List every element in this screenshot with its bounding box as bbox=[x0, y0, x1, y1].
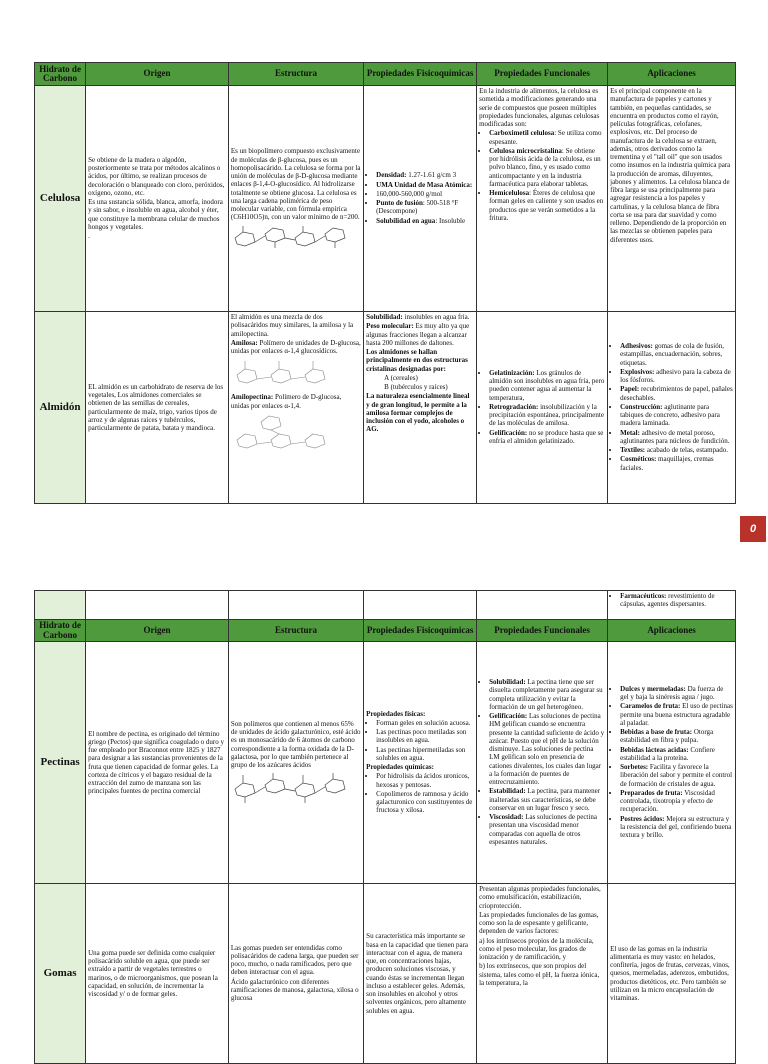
celulosa-origen-p1: Se obtiene de la madera o algodón, posteriormente se trata por métodos alcalinos o ácidos, por último, se realizan procesos de decoloración o blanqueado con cloro, peróxidos, oxígeno, ozono, etc. bbox=[88, 155, 225, 197]
almidon-fisico bbox=[364, 312, 477, 504]
amylopectin-molecule-diagram bbox=[231, 412, 361, 452]
row-name-celulosa: Celulosa bbox=[35, 86, 86, 312]
row-name-gomas: Gomas bbox=[35, 884, 86, 1064]
almidon-amilosa: Amilosa: Polímero de unidades de D-glucosa, unidas por enlaces α-1,4 glucosídicos. bbox=[230, 338, 361, 355]
pectinas-origen: El nombre de pectina, es originado del término griego (Pectos) que significa coagulado o duro y fue empleado por Braconnot entre 1825 y 1827 para designar a las sustancias provenientes de la fruta que tienen capacidad de formar geles. La corteza de cítricos y el bagazo residual de la extracción del zumo de manzana son las principales fuentes de pectina comercial bbox=[86, 642, 229, 884]
celulosa-origen-p2: Es una sustancia sólida, blanca, amorfa, inodora y sin sabor, e insoluble en agua, alcohol y éter, que constituye la membrana celular de muchos hongos y vegetales. bbox=[88, 198, 223, 231]
celulosa-uma: • UMA Unidad de Masa Atómica: bbox=[376, 181, 474, 189]
header-funcionales: Propiedades Funcionales bbox=[477, 63, 608, 86]
gomas-funcionales bbox=[477, 884, 608, 1064]
almidon-app-1: • Adhesivos: gomas de cola de fusión, estampillas, encuadernación, sobres, etiquetas. bbox=[620, 342, 733, 367]
row-name-almidon: Almidón bbox=[35, 312, 86, 504]
celulosa-func-2: • Celulosa microcristalina: Se obtiene por hidrólisis ácida de la celulosa, es un polvo blanco, fino, y es usado como anticompactante y en la industria farmacéutica para elaborar tabletas. bbox=[489, 147, 605, 188]
almidon-solubilidad: Solubilidad: insolubles en agua fría. bbox=[366, 313, 470, 321]
pectinas-qui-title: Propiedades químicas: bbox=[366, 763, 434, 771]
almidon-app-7: • Cosméticos: maquillajes, cremas faciales. bbox=[620, 455, 733, 472]
pectinas-app-3: • Bebidas a base de fruta: Otorga estabilidad en fibra y pulpa. bbox=[620, 728, 733, 745]
almidon-naturaleza: La naturaleza esencialmente lineal y de gran longitud, le permite a la amilosa formar complejos de inclusión con el yodo, alcoholes o AG. bbox=[366, 392, 470, 434]
celulosa-masa: • 160,000-560,000 g/mol bbox=[376, 190, 474, 198]
pectinas-app-6: • Preparados de fruta: Viscosidad controlada, tixotropía y efecto de recuperación. bbox=[620, 789, 733, 814]
almidon-app-3: • Papel: recubrimientos de papel, pañales desechables. bbox=[620, 385, 733, 402]
almidon-funcionales bbox=[477, 312, 608, 504]
celulosa-origen bbox=[86, 86, 229, 312]
gomas-func-p4: b) los extrínsecos, que son propios del sistema, tales como el pH, la fuerza iónica, la temperatura, la bbox=[479, 962, 600, 987]
celulosa-fisico bbox=[364, 86, 477, 312]
row-celulosa bbox=[35, 86, 736, 312]
pectinas-app-2: • Caramelos de fruta: El uso de pectinas permite una buena estructura agradable al paladar. bbox=[620, 702, 733, 727]
almidon-app-6: • Textiles: acabado de telas, estampado. bbox=[620, 446, 733, 454]
celulosa-estructura bbox=[228, 86, 363, 312]
celulosa-funcionales-intro: En la industria de alimentos, la celulosa es sometida a modificaciones generando una serie de compuestos que poseen múltiples propiedades funcionales, algunas celulosas modificadas son: bbox=[479, 87, 600, 128]
pectin-molecule-diagram bbox=[231, 771, 361, 805]
almidon-peso: Peso molecular: Es muy alto ya que algunas fracciones llegan a alcanzar hasta 200 millones de daltones. bbox=[366, 322, 470, 347]
header-funcionales-2: Propiedades Funcionales bbox=[477, 620, 608, 642]
pectinas-func-1: • Solubilidad: La pectina tiene que ser disuelta completamente para asegurar su completa utilización y evitar la formación de un gel heterogéneo. bbox=[489, 678, 605, 711]
pectinas-func-2: • Gelificación: Las soluciones de pectina HM gelifican cuando se encuentra presente la cantidad suficiente de ácido y azúcar. Puesto que el pH de la solución disminuye. Las soluciones de pectina LM gelifican solo en presencia de cationes divalentes, los cuales dan lugar a la formación de puentes de entrecruzamiento. bbox=[489, 712, 605, 786]
gomas-estructura-p2: Ácido galacturónico con diferentes ramificaciones de manosa, galactosa, xilosa o glucosa bbox=[230, 977, 359, 1003]
pectinas-estructura bbox=[228, 642, 363, 884]
celulosa-funcionales bbox=[477, 86, 608, 312]
header-estructura: Estructura bbox=[228, 63, 363, 86]
header-hidrato: Hidrato de Carbono bbox=[35, 63, 86, 86]
continuation-empty-3 bbox=[228, 591, 363, 620]
page-number-badge: 0 bbox=[740, 516, 766, 542]
pectinas-fis-2: • Las pectinas poco metiladas son insolubles en agua. bbox=[376, 728, 474, 745]
celulosa-func-3: • Hemicelulosa: Éteres de celulosa que forman geles en caliente y son usados en productos que se verán sometidos a la fritura. bbox=[489, 189, 605, 222]
header-fisico-2: Propiedades Fisicoquímicas bbox=[364, 620, 477, 642]
pectinas-func-3: • Estabilidad: La pectina, para mantener inalteradas sus características, se debe conservar en un lugar fresco y seco. bbox=[489, 787, 605, 812]
row-gomas bbox=[35, 884, 736, 1064]
gomas-func-p2: Las propiedades funcionales de las gomas, como son la de espesante y gelificante, dependen de varios factores: bbox=[479, 910, 599, 936]
celulosa-aplicaciones: Es el principal componente en la manufactura de papeles y cartones y también, en pequeñas cantidades, se encuentra en productos como el rayón, películas fotográficas, celofanes, explosivos, etc. Del proceso de manufactura de la celulosa se extraen, además, otros derivados como la trementina y el "tall oil" que son usados como insumos en la industria química para la producción de aromas, diluyentes, jabones y alimentos. La celulosa blanca de fibra larga se usa principalmente para agregar resistencia a los papeles y cartulinas, y la celulosa blanca de fibra corta se usa para dar suavidad y como relleno. Dependiendo de la proporción en las mezclas se obtienen papeles para diferentes usos. bbox=[608, 86, 736, 312]
gomas-aplicaciones: El uso de las gomas en la industria alimentaria es muy vasto: en helados, confitería, jugos de frutas, cervezas, vinos, quesos, mermeladas, aderezos, embutidos, productos dietéticos, etc. Pero también se utilizan en la micro encapsulación de vitaminas. bbox=[608, 884, 736, 1064]
almidon-app-2: • Explosivos: adhesivo para la cabeza de los fósforos. bbox=[620, 368, 733, 385]
celulosa-estructura-text: Es un biopolímero compuesto exclusivamente de moléculas de β-glucosa, pues es un homopolisacárido. La celulosa se forma por la unión de moléculas de β-D-glucosa mediante enlaces β-1,4-O-glucosídico. Al hidrolizarse totalmente se obtiene glucosa. La celulosa es una larga cadena polimérica de peso molecular variable, con fórmula empírica (C6H10O5)n, con un valor mínimo de n=200. bbox=[230, 147, 361, 222]
pectinas-app-4: • Bebidas lácteas acidas: Confiere estabilidad a la proteína. bbox=[620, 746, 733, 763]
header-aplicaciones-2: Aplicaciones bbox=[608, 620, 736, 642]
celulosa-fusion: • Punto de fusión: 500-518 °F (Descompone) bbox=[376, 199, 474, 216]
almidon-app-8: • Farmacéuticos: revestimiento de cápsulas, agentes dispersantes. bbox=[620, 592, 733, 609]
continuation-empty-5 bbox=[477, 591, 608, 620]
continuation-empty-4 bbox=[364, 591, 477, 620]
pectinas-aplicaciones bbox=[608, 642, 736, 884]
pectinas-fis-title: Propiedades físicas: bbox=[366, 709, 426, 718]
header-origen-2: Origen bbox=[86, 620, 229, 642]
header-origen: Origen bbox=[86, 63, 229, 86]
amylose-molecule-diagram bbox=[231, 357, 361, 393]
continuation-aplicaciones bbox=[608, 591, 736, 620]
gomas-func-p1: Presentan algunas propiedades funcionales, como emulsificación, estabilización, crioprotección. bbox=[479, 885, 601, 910]
carbohydrate-table-2 bbox=[34, 590, 736, 1064]
gomas-origen: Una goma puede ser definida como cualquier polisacárido soluble en agua, que puede ser extraído a partir de vegetales terrestres o marinos, o de microorganismos, que posean la capacidad, en solución, de incrementar la viscosidad y/ o de formar geles. bbox=[86, 884, 229, 1064]
pectinas-fis-3: • Las pectinas hipermetiladas son solubles en agua. bbox=[376, 746, 474, 763]
gomas-fisico: Su característica más importante se basa en la capacidad que tienen para interactuar con el agua, de manera que, en concentraciones bajas, producen soluciones viscosas, y cuando éstas se incrementan llegan incluso a establecer geles. Además, son insolubles en alcohol y otros solventes orgánicos, pero altamente solubles en agua. bbox=[364, 884, 477, 1064]
row-name-pectinas: Pectinas bbox=[35, 642, 86, 884]
continuation-empty-1 bbox=[35, 591, 86, 620]
pectinas-qui-1: • Por hidrolisis da ácidos uronicos, hexosas y pentosas. bbox=[376, 772, 474, 789]
almidon-app-4: • Construcción: aglutinante para tabiques de concreto, adhesivo para madera laminada. bbox=[620, 403, 733, 428]
almidon-app-5: • Metal: adhesivo de metal poroso, aglutinantes para núcleos de fundición. bbox=[620, 429, 733, 446]
almidon-origen: EL almidón es un carbohidrato de reserva de los vegetales, Los almidones comerciales se obtienen de las semillas de cereales, particularmente de maíz, trigo, varios tipos de arroz y de algunas raíces y tubérculos, particularmente de patata, batata y mandioca. bbox=[86, 312, 229, 504]
row-pectinas bbox=[35, 642, 736, 884]
almidon-estructura-b: B (tubérculos y raíces) bbox=[384, 383, 448, 391]
continuation-row bbox=[35, 591, 736, 620]
header-aplicaciones: Aplicaciones bbox=[608, 63, 736, 86]
celulosa-origen-p3: . bbox=[88, 232, 90, 240]
almidon-estructura-intro: El almidón es una mezcla de dos polisacáridos muy similares, la amilosa y la amilopectina. bbox=[230, 313, 354, 338]
header-hidrato-2: Hidrato de Carbono bbox=[35, 620, 86, 642]
almidon-amilopectina: Amilopectina: Polímero de D-glucosa, unidas por enlaces α-1,4. bbox=[230, 393, 342, 410]
celulosa-solubilidad: • Solubilidad en agua: Insoluble bbox=[376, 217, 474, 225]
almidon-estructura-a: A (cereales) bbox=[384, 373, 418, 382]
pectinas-estructura-text: Son polímeros que contienen al menos 65% de unidades de ácido galacturónico, esté ácido es un monosacárido de 6 átomos de carbono correspondiente a la forma oxidada de la D-galactosa, por lo que también pertenece al grupo de los azúcares ácidos bbox=[230, 719, 361, 769]
row-almidon bbox=[35, 312, 736, 504]
celulosa-densidad: • Densidad: 1.27-1.61 g/cm 3 bbox=[376, 171, 474, 179]
continuation-empty-2 bbox=[86, 591, 229, 620]
pectinas-funcionales bbox=[477, 642, 608, 884]
pectinas-qui-2: • Copolímeros de ramnosa y ácido galacturonico con sustituyentes de fructosa y xilosa. bbox=[376, 790, 474, 815]
pectinas-fis-1: • Forman geles en solución acuosa. bbox=[376, 719, 474, 727]
pectinas-app-7: • Postres ácidos: Mejora su estructura y la resistencia del gel, confiriendo buena textura y brillo. bbox=[620, 815, 733, 840]
pectinas-app-5: • Sorbetes: Facilita y favorece la liberación del sabor y permite el control de formación de cristales de agua. bbox=[620, 763, 733, 788]
almidon-func-2: • Retrogradación: insolubilización y la precipitación espontánea, principalmente de las moléculas de amilosa. bbox=[489, 403, 605, 428]
header-row bbox=[35, 63, 736, 86]
almidon-hallan: Los almidones se hallan principalmente en dos estructuras cristalinas designadas por: bbox=[366, 348, 468, 373]
gomas-func-p3: a) los intrínsecos propios de la molécula, como el peso molecular, los grados de ionización y de ramificación, y bbox=[479, 936, 594, 961]
header-fisico: Propiedades Fisicoquímicas bbox=[364, 63, 477, 86]
celulosa-func-1: • Carboximetil celulosa: Se utiliza como espesante. bbox=[489, 129, 605, 146]
almidon-aplicaciones bbox=[608, 312, 736, 504]
gomas-estructura-p1: Las gomas pueden ser entendidas como polisacáridos de cadena larga, que pueden ser poco, mucho, o nada ramificados, pero que deben interactuar con el agua. bbox=[230, 943, 359, 977]
gomas-estructura bbox=[228, 884, 363, 1064]
almidon-func-1: • Gelatinización: Los gránulos de almidón son insolubles en agua fría, pero pueden contener agua al aumentar la temperatura, bbox=[489, 369, 605, 402]
pectinas-func-4: • Viscosidad: Las soluciones de pectina presentan una viscosidad menor comparadas con aquella de otros espesantes naturales. bbox=[489, 813, 605, 846]
almidon-estructura bbox=[228, 312, 363, 504]
header-row-2 bbox=[35, 620, 736, 642]
pectinas-app-1: • Dulces y mermeladas: Da fuerza de gel y baja la sinéresis agua / jugo. bbox=[620, 685, 733, 702]
header-estructura-2: Estructura bbox=[228, 620, 363, 642]
almidon-func-3: • Gelificación: no se produce hasta que se enfría el almidon gelatinizado. bbox=[489, 429, 605, 446]
carbohydrate-table-1 bbox=[34, 62, 736, 504]
cellulose-molecule-diagram bbox=[231, 224, 361, 250]
pectinas-fisico bbox=[364, 642, 477, 884]
